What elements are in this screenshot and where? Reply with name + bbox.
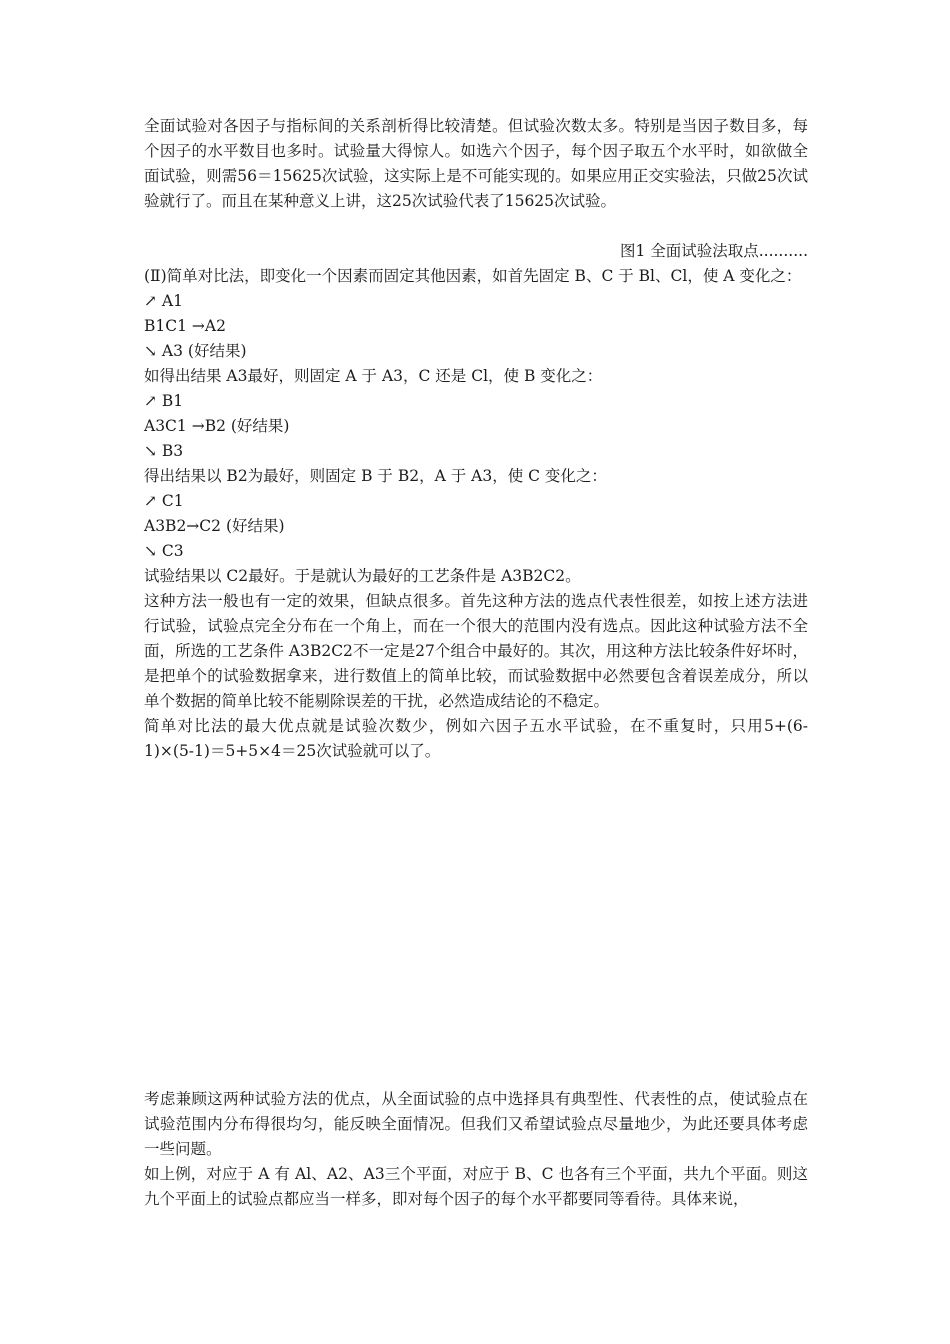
paragraph-planes-example: 如上例，对应于 A 有 Al、A2、A3三个平面，对应于 B、C 也各有三个平面，共九个平面。则这九个平面上的试验点都应当一样多，即对每个因子的每个水平都要同等看待。具体来说， xyxy=(144,1165,808,1208)
step-c-up: ↗ C1 xyxy=(144,492,184,510)
step-b-mid: A3C1 →B2 (好结果) xyxy=(144,417,290,435)
paragraph-advantage: 简单对比法的最大优点就是试验次数少，例如六因子五水平试验，在不重复时，只用5+(6-1)×(5-1)＝5+5×4＝25次试验就可以了。 xyxy=(144,717,808,760)
paragraph-combine-methods: 考虑兼顾这两种试验方法的优点，从全面试验的点中选择具有典型性、代表性的点，使试验点在试验范围内分布得很均匀，能反映全面情况。但我们又希望试验点尽量地少，为此还要具体考虑一些问题。 xyxy=(144,1090,808,1158)
paragraph-full-test: 全面试验对各因子与指标间的关系剖析得比较清楚。但试验次数太多。特别是当因子数目多，每个因子的水平数目也多时。试验量大得惊人。如选六个因子，每个因子取五个水平时，如欲做全面试验，则需56＝15625次试验，这实际上是不可能实现的。如果应用正交实验法，只做25次试验就行了。而且在某种意义上讲，这25次试验代表了15625次试验。 xyxy=(144,117,808,210)
paragraph-step-b-result: 得出结果以 B2为最好，则固定 B 于 B2，A 于 A3，使 C 变化之： xyxy=(144,467,607,485)
text-block-middle xyxy=(144,239,808,764)
paragraph-step-a-result: 如得出结果 A3最好，则固定 A 于 A3，C 还是 Cl，使 B 变化之： xyxy=(144,367,603,385)
step-a-up: ↗ A1 xyxy=(144,292,183,310)
paragraph-conclusion: 试验结果以 C2最好。于是就认为最好的工艺条件是 A3B2C2。 xyxy=(144,567,581,585)
text-block-top xyxy=(144,114,808,214)
step-a-down: ↘ A3 (好结果) xyxy=(144,342,247,360)
figure-caption: 图1 全面试验法取点.......... xyxy=(619,242,808,260)
paragraph-drawbacks: 这种方法一般也有一定的效果，但缺点很多。首先这种方法的选点代表性很差，如按上述方法进行试验，试验点完全分布在一个角上，而在一个很大的范围内没有选点。因此这种试验方法不全面，所选的工艺条件 A3B2C2不一定是27个组合中最好的。其次，用这种方法比较条件好坏时，是把单个的试验数据拿来，进行数值上的简单比较，而试验数据中必然要包含着误差成分，所以单个数据的简单比较不能剔除误差的干扰，必然造成结论的不稳定。 xyxy=(144,592,808,710)
step-b-up: ↗ B1 xyxy=(144,392,184,410)
paragraph-simple-compare-intro: (Ⅱ)简单对比法，即变化一个因素而固定其他因素，如首先固定 B、C 于 Bl、Cl，使 A 变化之： xyxy=(144,267,802,285)
text-block-bottom xyxy=(144,1087,808,1212)
step-c-down: ↘ C3 xyxy=(144,542,184,560)
step-a-mid: B1C1 →A2 xyxy=(144,317,226,335)
step-b-down: ↘ B3 xyxy=(144,442,184,460)
step-c-mid: A3B2→C2 (好结果) xyxy=(144,517,285,535)
